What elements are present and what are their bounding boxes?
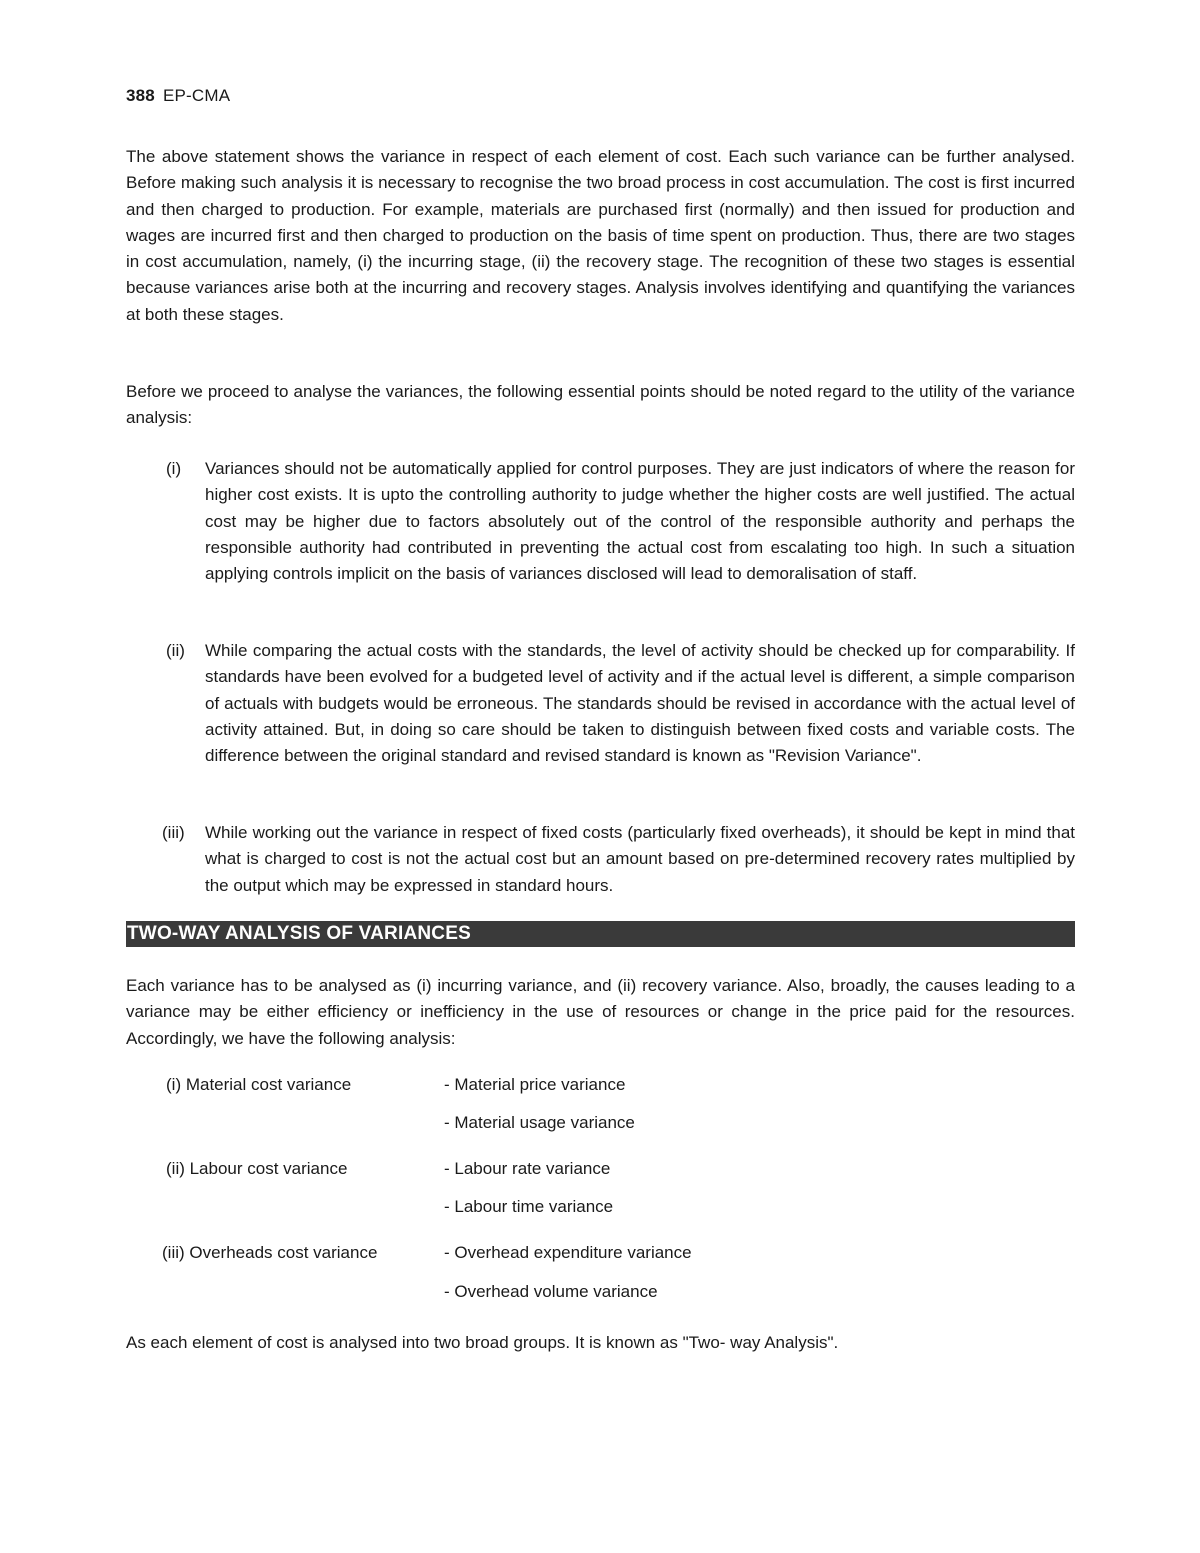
list-marker: (ii) xyxy=(166,641,185,660)
variance-group-label: (ii) Labour cost variance xyxy=(166,1159,348,1178)
variance-group-label: (iii) Overheads cost variance xyxy=(162,1243,378,1262)
page-number: 388 xyxy=(126,86,155,105)
variance-sub-label: - Overhead volume variance xyxy=(444,1282,658,1301)
utility-intro-paragraph: Before we proceed to analyse the variances, the following essential points should be noted regard to the utility of the variance analysis: xyxy=(126,382,1075,428)
list-item-text: While comparing the actual costs with the standards, the level of activity should be checked up for comparability. If standards have been evolved for a budgeted level of activity and if the actual level is different, a simple comparison of actuals with budgets would be erroneous. The standards should be revised in accordance with the actual level of activity attained. But, in doing so care should be taken to distinguish between fixed costs and variable costs. The difference between the original standard and revised standard is known as "Revision Variance". xyxy=(205,641,1075,766)
variance-group-label: (i) Material cost variance xyxy=(166,1075,352,1094)
list-item-text: While working out the variance in respect of fixed costs (particularly fixed overheads), it should be kept in mind that what is charged to cost is not the actual cost but an amount based on pre-determined recovery rates multiplied by the output which may be expressed in standard hours. xyxy=(205,823,1075,895)
variance-sub-label: - Labour rate variance xyxy=(444,1159,611,1178)
closing-paragraph: As each element of cost is analysed into two broad groups. It is known as "Two- way Analysis". xyxy=(126,1333,839,1352)
variance-sub-label: - Overhead expenditure variance xyxy=(444,1243,692,1262)
variance-sub-label: - Material price variance xyxy=(444,1075,626,1094)
two-way-intro-paragraph: Each variance has to be analysed as (i) incurring variance, and (ii) recovery variance. Also, broadly, the causes leading to a variance may be either efficiency or inefficiency in the use of resources or change in the price paid for the resources. Accordingly, we have the following analysis: xyxy=(126,976,1075,1048)
list-marker: (i) xyxy=(166,459,182,478)
section-heading: TWO-WAY ANALYSIS OF VARIANCES xyxy=(126,921,1075,947)
list-item-text: Variances should not be automatically applied for control purposes. They are just indicators of where the reason for higher cost exists. It is upto the controlling authority to judge whether the higher costs are well justified. The actual cost may be higher due to factors absolutely out of the control of the responsible authority and perhaps the responsible authority had contributed in preventing the actual cost from escalating too high. In such a situation applying controls implicit on the basis of variances disclosed will lead to demoralisation of staff. xyxy=(205,459,1075,584)
book-code: EP-CMA xyxy=(162,86,231,105)
variance-sub-label: - Labour time variance xyxy=(444,1197,614,1216)
page-header xyxy=(126,86,230,106)
variance-sub-label: - Material usage variance xyxy=(444,1113,635,1132)
list-marker: (iii) xyxy=(162,823,185,842)
intro-paragraph: The above statement shows the variance in respect of each element of cost. Each such variance can be further analysed. Before making such analysis it is necessary to recognise the two broad process in cost accumulation. The cost is first incurred and then charged to production. For example, materials are purchased first (normally) and then issued for production and wages are incurred first and then charged to production on the basis of time spent on production. Thus, there are two stages in cost accumulation, namely, (i) the incurring stage, (ii) the recovery stage. The recognition of these two stages is essential because variances arise both at the incurring and recovery stages. Analysis involves identifying and quantifying the variances at both these stages. xyxy=(126,147,1075,324)
